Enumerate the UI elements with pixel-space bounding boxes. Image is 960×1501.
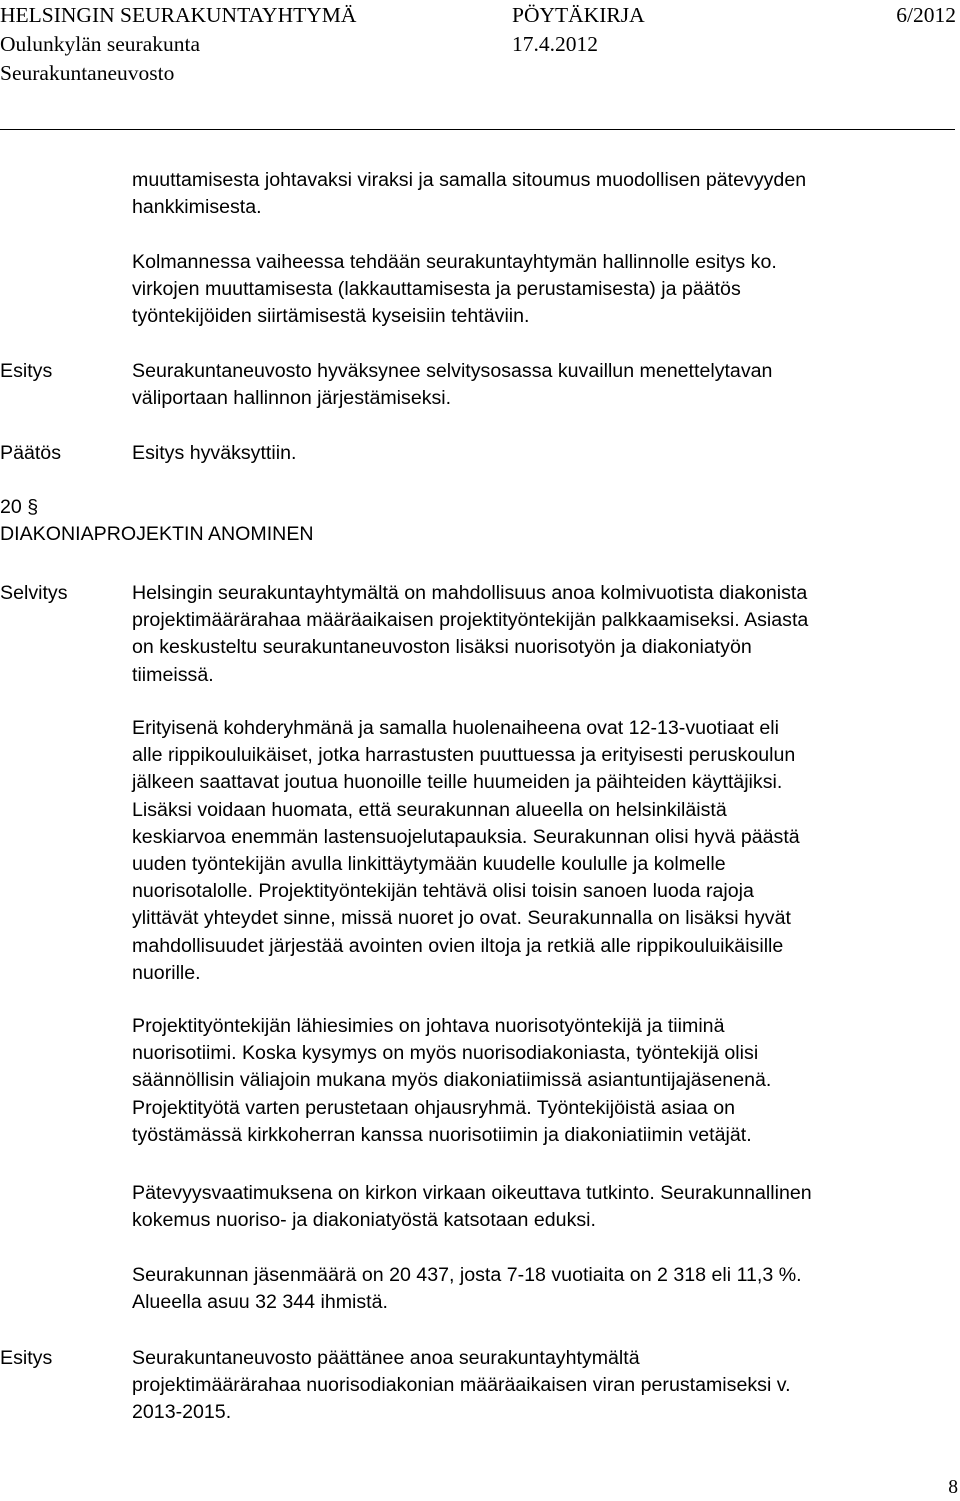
header-body: Seurakuntaneuvosto xyxy=(0,61,175,85)
selvitys-paragraph-2: Erityisenä kohderyhmänä ja samalla huolenaiheena ovat 12-13-vuotiaat eli alle rippikouluikäiset, jotka harrastusten puuttuessa ja erityisesti peruskoulun jälkeen saattavat joutua huonoille teille huumeiden ja päihteiden käyttäjiksi. Lisäksi voidaan huomata, että seurakunnan alueella on helsinkiläistä keskiarvoa enemmän lastensuojelutapauksia. Seurakunnan olisi hyvä päästä uuden työntekijän avulla linkittäytymään kuudelle koululle ja kolmelle nuorisotalolle. Projektityöntekijän tehtävä olisi toisin sanoen luoda rajoja ylittävät yhteydet sinne, missä nuoret jo ovat. Seurakunnalla on lisäksi hyvät mahdollisuudet järjestää avointen ovien iltoja ja retkiä alle rippikouluikäisille nuorille. xyxy=(132,717,800,984)
selvitys-paragraph-5: Seurakunnan jäsenmäärä on 20 437, josta 7-18 vuotiaita on 2 318 eli 11,3 %. Alueella asuu 32 344 ihmistä. xyxy=(132,1264,802,1314)
header-organization: HELSINGIN SEURAKUNTAYHTYMÄ xyxy=(0,3,357,27)
selvitys-paragraph-4: Pätevyysvaatimuksena on kirkon virkaan oikeuttava tutkinto. Seurakunnallinen kokemus nuoriso- ja diakoniatyöstä katsotaan eduksi. xyxy=(132,1182,812,1232)
header-date: 17.4.2012 xyxy=(512,32,598,56)
paragraph-third-phase: Kolmannessa vaiheessa tehdään seurakuntayhtymän hallinnolle esitys ko. virkojen muuttamisesta (lakkauttamisesta ja perustamisesta) ja päätös työntekijöiden siirtämisestä kyseisiin tehtäviin. xyxy=(132,251,777,328)
label-paatos: Päätös xyxy=(0,442,62,464)
header-doc-number: 6/2012 xyxy=(896,3,956,27)
paatos-text: Esitys hyväksyttiin. xyxy=(132,442,297,464)
esitys-2-text: Seurakuntaneuvosto päättänee anoa seurakuntayhtymältä projektimäärärahaa nuorisodiakonian määräaikaisen viran perustamiseksi v. 2013-2015. xyxy=(132,1347,791,1424)
section-title: DIAKONIAPROJEKTIN ANOMINEN xyxy=(0,523,314,545)
header-rule xyxy=(0,129,955,130)
section-number: 20 § xyxy=(0,496,39,518)
header-doc-type: PÖYTÄKIRJA xyxy=(512,3,645,27)
page-number: 8 xyxy=(948,1477,958,1498)
label-esitys: Esitys xyxy=(0,360,53,382)
selvitys-paragraph-1: Helsingin seurakuntayhtymältä on mahdollisuus anoa kolmivuotista diakonista projektimäärärahaa määräaikaisen projektityöntekijän palkkaamiseksi. Asiasta on keskusteltu seurakuntaneuvoston lisäksi nuorisotyön ja diakoniatyön tiimeissä. xyxy=(132,582,809,686)
label-selvitys: Selvitys xyxy=(0,582,68,604)
label-esitys-2: Esitys xyxy=(0,1347,53,1369)
paragraph-continuation: muuttamisesta johtavaksi viraksi ja samalla sitoumus muodollisen pätevyyden hankkimisesta. xyxy=(132,169,807,219)
header-parish: Oulunkylän seurakunta xyxy=(0,32,201,56)
selvitys-paragraph-3: Projektityöntekijän lähiesimies on johtava nuorisotyöntekijä ja tiiminä nuorisotiimi. Koska kysymys on myös nuorisodiakoniasta, työntekijä olisi säännöllisin väliajoin mukana myös diakoniatiimissä asiantuntijajäsenenä. Projektityötä varten perustetaan ohjausryhmä. Työntekijöistä asiaa on työstämässä kirkkoherran kanssa nuorisotiimin ja diakoniatiimin vetäjät. xyxy=(132,1015,772,1146)
esitys-text: Seurakuntaneuvosto hyväksynee selvitysosassa kuvaillun menettelytavan väliportaan hallinnon järjestämiseksi. xyxy=(132,360,773,410)
